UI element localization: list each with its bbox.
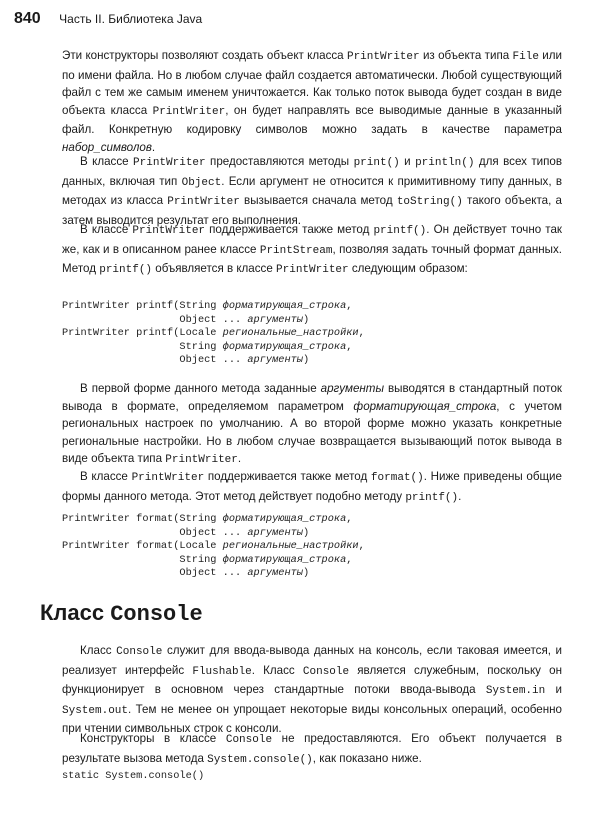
code-block-printf	[62, 300, 365, 368]
section-heading-console: Класс Console	[40, 600, 203, 627]
part-title: Часть II. Библиотека Java	[59, 12, 203, 26]
code-line: Object ... аргументы)	[62, 354, 310, 367]
paragraph-printwriter-constructors: Эти конструкторы позволяют создать объект класса PrintWriter из объекта типа File или по имени файла. Но в любом случае файл создается автоматически. Любой существующий файл с тем же самым именем уничтожается. Как только поток вывода будет создан в виде объекта класса PrintWriter, он будет направлять все выводимые данные в указанный файл. Конкретную кодировку символов можно задать в качестве параметра набор_символов.	[62, 49, 562, 154]
paragraph-console-constructors: Конструкторы в классе Console не предоставляются. Его объект получается в результате вызова метода System.console(), как показано ниже.	[62, 732, 562, 766]
code-block-format	[62, 513, 365, 581]
code-line: PrintWriter printf(Locale региональные_настройки,	[62, 327, 365, 340]
paragraph-print-methods: В классе PrintWriter предоставляются методы print() и println() для всех типов данных, включая тип Object. Если аргумент не относится к примитивному типу данных, в методах из класса PrintWriter вызывается сначала метод toString() такого объекта, а затем выводится результат его выполнения.	[62, 155, 563, 227]
paragraph-console-class: Класс Console служит для ввода-вывода данных на консоль, если таковая имеется, и реализует интерфейс Flushable. Класс Console является служебным, поскольку он функционирует в основном через стандартные потоки ввода-вывода System.in и System.out. Тем не менее он упрощает некоторые виды консольных операций, особенно при чтении символьных строк с консоли.	[62, 644, 562, 736]
code-line: static System.console()	[62, 770, 205, 782]
paragraph-printf-method: В классе PrintWriter поддерживается также метод printf(). Он действует точно так же, как и в описанном ранее классе PrintStream, позволяя задать точный формат данных. Метод printf() объявляется в классе PrintWriter следующим образом:	[62, 223, 562, 277]
code-line: PrintWriter format(String форматирующая_строка,	[62, 513, 353, 525]
paragraph-printf-forms: В первой форме данного метода заданные аргументы выводятся в стандартный поток вывода в формате, определяемом параметром форматирующая_строка, с учетом региональных настроек по умолчанию. А во второй форме можно указать конкретные региональные настройки. Но в любом случае возвращается вызывающий поток вывода в виде объекта типа PrintWriter.	[62, 382, 563, 467]
paragraph-format-method: В классе PrintWriter поддерживается также метод format(). Ниже приведены общие формы данного метода. Этот метод действует подобно методу printf().	[62, 470, 562, 504]
code-line: Object ... аргументы)	[62, 567, 310, 580]
code-line: PrintWriter format(Locale региональные_настройки,	[62, 540, 365, 553]
code-block-console	[62, 770, 204, 784]
code-line: PrintWriter printf(String форматирующая_строка,	[62, 300, 353, 312]
code-line: String форматирующая_строка,	[62, 553, 353, 566]
code-line: Object ... аргументы)	[62, 526, 310, 539]
running-header	[14, 10, 202, 32]
code-line: Object ... аргументы)	[62, 313, 310, 326]
code-line: String форматирующая_строка,	[62, 340, 353, 353]
page-number: 840	[14, 10, 41, 27]
